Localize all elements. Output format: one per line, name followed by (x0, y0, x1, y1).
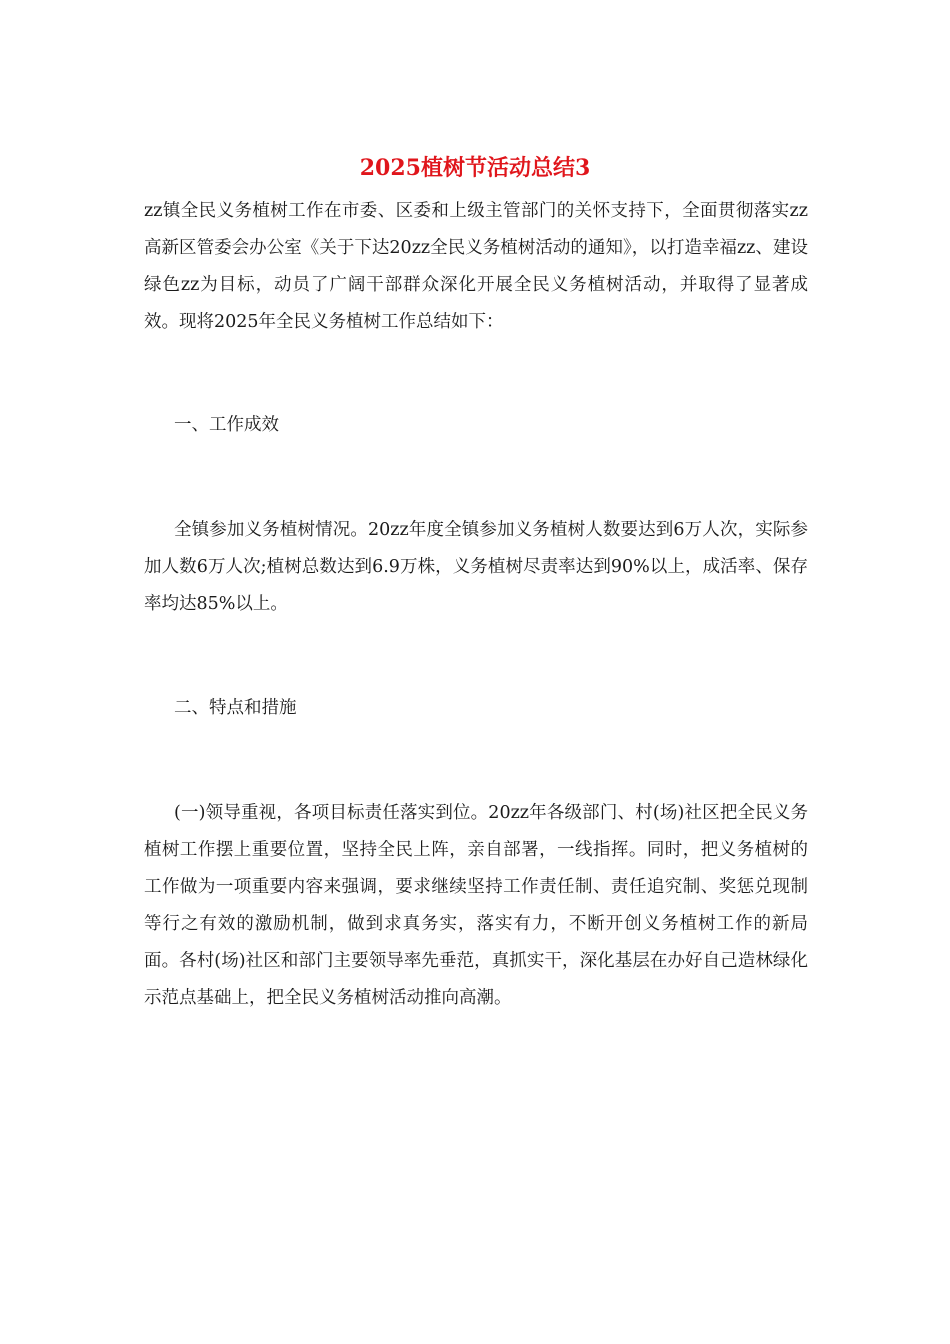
section-body-results: 全镇参加义务植树情况。20zz年度全镇参加义务植树人数要达到6万人次，实际参加人数6万人次;植树总数达到6.9万株，义务植树尽责率达到90%以上，成活率、保存率均达85%以上。 (144, 520, 808, 614)
section-body-measures: (一)领导重视，各项目标责任落实到位。20zz年各级部门、村(场)社区把全民义务植树工作摆上重要位置，坚持全民上阵，亲自部署，一线指挥。同时，把义务植树的工作做为一项重要内容来强调，要求继续坚持工作责任制、责任追究制、奖惩兑现制等行之有效的激励机制，做到求真务实，落实有力，不断开创义务植树工作的新局面。各村(场)社区和部门主要领导率先垂范，真抓实干，深化基层在办好自己造林绿化示范点基础上，把全民义务植树活动推向高潮。 (144, 803, 808, 1008)
intro-paragraph: zz镇全民义务植树工作在市委、区委和上级主管部门的关怀支持下，全面贯彻落实zz高新区管委会办公室《关于下达20zz全民义务植树活动的通知》，以打造幸福zz、建设绿色zz为目标，动员了广阔干部群众深化开展全民义务植树活动，并取得了显著成效。现将2025年全民义务植树工作总结如下： (144, 201, 808, 332)
section-heading-measures: 二、特点和措施 (174, 698, 297, 718)
section-heading-results: 一、工作成效 (174, 415, 279, 435)
document-title: 2025植树节活动总结3 (359, 155, 591, 181)
